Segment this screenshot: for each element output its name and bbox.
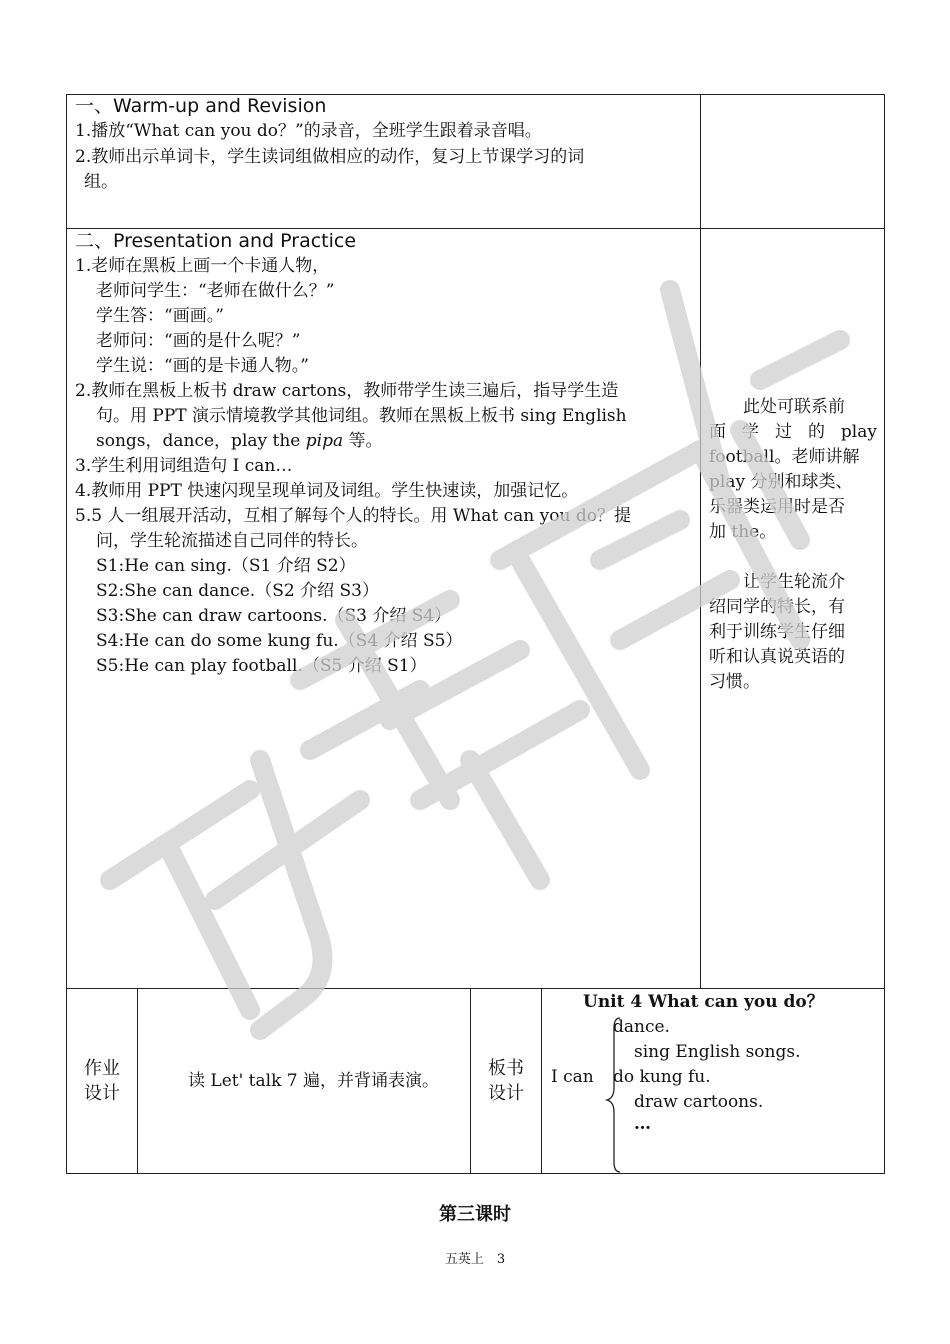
section-2-line-7: 句。用 PPT 演示情境教学其他词组。教师在黑板上板书 sing English (96, 406, 627, 426)
note-2-line-2: 绍同学的特长，有 (709, 597, 845, 617)
section-2-line-10: 4.教师用 PPT 快速闪现呈现单词及词组。学生快速读，加强记忆。 (75, 481, 579, 501)
homework-label (67, 1056, 137, 1106)
pipa-word: pipa (305, 431, 344, 451)
lesson-title: 第三课时 (439, 1204, 511, 1225)
section-2-heading: 二、Presentation and Practice (75, 230, 357, 252)
board-label-line-1: 板书 (488, 1058, 524, 1079)
section-2-line-8-end: 等。 (343, 431, 383, 451)
section-2-line-16: S4:He can do some kung fu.（S4 介绍 S5） (96, 631, 463, 651)
section-1-line-1: 1.播放“What can you do？”的录音，全班学生跟着录音唱。 (75, 121, 542, 141)
board-item-sing: sing English songs. (634, 1042, 801, 1062)
section-2-line-2: 老师问学生：“老师在做什么？” (96, 281, 335, 301)
note-1-line-4: play 分别和球类、 (709, 472, 853, 492)
board-label-divider (541, 988, 542, 1174)
note-1-line-6: 加 the。 (709, 522, 777, 542)
section-2-line-3: 学生答：“画画。” (96, 306, 224, 326)
section-1-heading: 一、Warm-up and Revision (75, 95, 327, 117)
section-2-line-15: S3:She can draw cartoons.（S3 介绍 S4） (96, 606, 452, 626)
note-2-line-5: 习惯。 (709, 672, 760, 692)
board-item-ellipsis: … (634, 1114, 651, 1134)
teaching-note-1 (709, 395, 877, 545)
section-2-line-8-start: songs，dance，play the (96, 431, 306, 451)
note-2-line-1: 让学生轮流介 (743, 572, 845, 592)
board-item-dance: dance. (613, 1017, 670, 1037)
section-2-line-6: 2.教师在黑板上板书 draw cartons，教师带学生读三遍后，指导学生造 (75, 381, 619, 401)
teaching-note-2 (709, 570, 877, 695)
section-2-line-9: 3.学生利用词组造句 I can… (75, 456, 293, 476)
note-1-line-3: football。老师讲解 (709, 447, 860, 467)
section-2-line-17: S5:He can play football.（S5 介绍 S1） (96, 656, 427, 676)
board-label (471, 1056, 541, 1106)
section-2-line-5: 学生说：“画的是卡通人物。” (96, 356, 309, 376)
note-1-line-2: 面 学 过 的 play (709, 422, 877, 442)
homework-label-line-1: 作业 (84, 1058, 120, 1079)
section-2-line-1: 1.老师在黑板上画一个卡通人物， (75, 256, 330, 276)
board-title: Unit 4 What can you do？ (583, 992, 824, 1012)
note-1-line-5: 乐器类运用时是否 (709, 497, 845, 517)
section-2-line-8 (96, 429, 383, 453)
homework-label-line-2: 设计 (84, 1083, 120, 1104)
section-2-line-11: 5.5 人一组展开活动，互相了解每个人的特长。用 What can you do？提 (75, 506, 631, 526)
board-label-line-2: 设计 (488, 1083, 524, 1104)
left-brace-icon (604, 1016, 626, 1176)
section-2-line-14: S2:She can dance.（S2 介绍 S3） (96, 581, 379, 601)
board-item-draw: draw cartoons. (634, 1092, 764, 1112)
board-item-kungfu: do kung fu. (613, 1067, 711, 1087)
section-2-line-12: 问，学生轮流描述自己同伴的特长。 (96, 531, 368, 551)
note-2-line-3: 利于训练学生仔细 (709, 622, 845, 642)
section-2-line-4: 老师问：“画的是什么呢？” (96, 331, 301, 351)
homework-content: 读 Let' talk 7 遍，并背诵表演。 (188, 1071, 439, 1091)
section-1-line-3: 组。 (84, 172, 118, 192)
page-number: 五英上 3 (444, 1252, 506, 1267)
note-2-line-4: 听和认真说英语的 (709, 647, 845, 667)
note-1-line-1: 此处可联系前 (743, 397, 845, 417)
board-lead: I can (551, 1067, 594, 1087)
section-2-line-13: S1:He can sing.（S1 介绍 S2） (96, 556, 356, 576)
homework-label-divider (137, 988, 138, 1174)
table-row-divider-2 (66, 988, 885, 989)
section-1-line-2: 2.教师出示单词卡，学生读词组做相应的动作，复习上节课学习的词 (75, 147, 585, 167)
